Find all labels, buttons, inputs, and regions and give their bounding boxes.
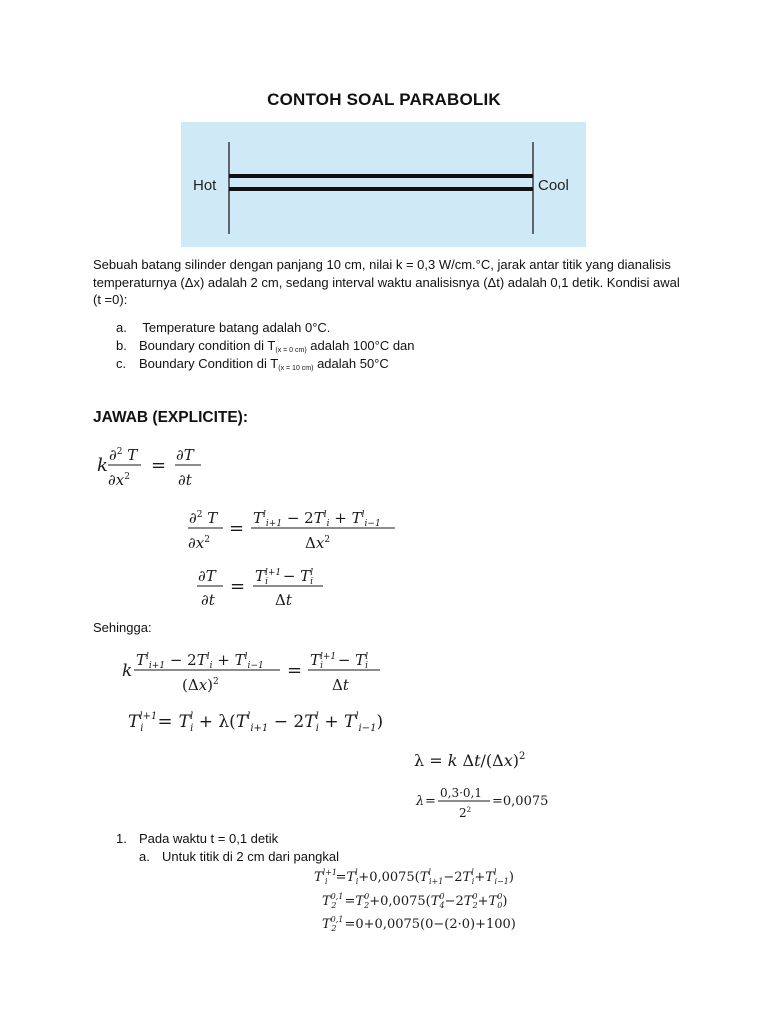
second-derivative-svg <box>187 503 402 555</box>
page-title: CONTOH SOAL PARABOLIK <box>267 90 501 109</box>
svg-text:=: = <box>287 660 303 681</box>
svg-text:∂2 T: ∂$^2$ T <box>189 509 218 527</box>
heat-equation <box>95 440 215 496</box>
step-text: Pada waktu t = 0,1 detik <box>139 831 279 846</box>
lambda-definition-svg <box>412 745 572 775</box>
hot-label: Hot <box>193 177 217 194</box>
svg-text:∂t: ∂t <box>178 471 192 489</box>
svg-text:∂t: ∂t <box>201 591 215 609</box>
svg-text:Δt: Δt <box>332 676 349 694</box>
svg-text:22: $2^2$ <box>459 806 472 820</box>
time-derivative-equation <box>195 562 330 616</box>
problem-statement: Sebuah batang silinder dengan panjang 10 cm, nilai k = 0,3 W/cm.°C, jarak antar titik yang dianalisis temperaturnya (Δx) adalah 2 cm, sedang interval waktu analisisnya (Δt) adalah 0,1 detik. Kondisi awal (t =0): <box>93 257 680 307</box>
time-derivative-svg <box>195 562 330 612</box>
step-1 <box>116 831 278 846</box>
svg-text:λ: λ <box>416 794 425 809</box>
step-marker: 1. <box>116 831 127 846</box>
condition-b <box>116 338 415 354</box>
svg-text:=: = <box>425 794 436 809</box>
svg-text:Δx2: $\Delta x^2$ <box>305 534 331 552</box>
condition-subscript: (x = 10 cm) <box>278 365 314 372</box>
second-derivative-equation <box>187 503 402 559</box>
list-marker: a. <box>116 320 127 335</box>
list-marker: c. <box>116 356 127 371</box>
sehingga-label: Sehingga: <box>93 620 152 635</box>
condition-subscript: (x = 0 cm) <box>275 347 307 354</box>
condition-text: Boundary condition di T <box>139 338 276 353</box>
svg-text:T0,12=T02+0,0075(T04−2T02+T00): T$^{0,1}$ $2 =T^0$ $2+0,0075(T^0$ $4-2T^0$ $2+T^0$ 0) <box>322 892 508 910</box>
lambda-definition <box>412 745 572 779</box>
step-equation-numeric <box>320 911 540 939</box>
step-equation-substituted-svg <box>320 888 540 912</box>
answer-heading: JAWAB (EXPLICITE): <box>93 409 249 426</box>
svg-text:λ = k Δt/(Δx)2: λ = k $\Delta t/(\Delta x)^2$ <box>414 751 526 770</box>
step-text: Untuk titik di 2 cm dari pangkal <box>162 849 340 864</box>
svg-text:∂x2: $\partial x^2$ <box>188 534 210 552</box>
condition-text: Boundary Condition di T <box>139 356 279 371</box>
rod-top-edge <box>229 174 533 178</box>
lambda-value-svg <box>414 782 564 824</box>
svg-text:Δt: Δt <box>275 591 292 609</box>
combined-equation-svg <box>120 645 390 697</box>
cool-label: Cool <box>538 177 569 194</box>
svg-text:=: = <box>151 455 167 476</box>
condition-a <box>116 320 330 335</box>
step-1a <box>139 849 339 864</box>
svg-text:Tli+1 − 2Tli + Tli−1: $T^l_{i+1} - 2T^l_i + T^l_{i-1}$ <box>136 651 264 671</box>
svg-text:∂2 T: ∂$^2$ T <box>109 446 138 464</box>
condition-text-end: adalah 50°C <box>313 356 389 371</box>
svg-text:T0,12=0+0,0075(0−(2·0)+100): T$^{0,1}$ 2 =0+0,0075(0−(2·0)+100) <box>322 915 516 933</box>
step-marker: a. <box>139 849 150 864</box>
svg-text:k: k <box>97 455 108 476</box>
svg-text:k: k <box>122 661 133 681</box>
svg-text:Tl+1i=Tli + λ(Tli+1 − 2Tli + T: $T^{l+1}$ $i = T^l$ $i + \lambda(T^l_{i+1} - 2T^l$ $i + T^l_{i-1}$) <box>128 711 384 734</box>
svg-text:Tl+1i − Tli: $T^{l+1}$ $i - T^l$ i <box>310 651 369 671</box>
combined-equation <box>120 645 390 701</box>
svg-text:Tl+1i=Tli+0,0075(Tli+1−2Tli+Tl: $T^{l+1}$ $i =T^l$ $i+0,0075(T^l$ $i+1-2T^l$ $i+T^l$ i−1) <box>314 868 514 886</box>
svg-text:∂x2: $\partial x^2$ <box>108 471 130 489</box>
svg-text:Tl+1i − Tli: $T^{l+1}$ $i - T^l$ i <box>255 567 314 587</box>
rod-diagram <box>181 122 586 247</box>
lambda-value <box>414 782 564 828</box>
svg-text:=: = <box>230 576 246 597</box>
condition-text: Temperature batang adalah 0°C. <box>139 320 331 335</box>
svg-text:∂T: ∂T <box>176 446 194 464</box>
condition-text-end: adalah 100°C dan <box>306 338 415 353</box>
heat-equation-svg <box>95 440 215 492</box>
step-equation-general-svg <box>312 864 542 888</box>
rod-bottom-edge <box>229 187 533 191</box>
lambda-result: =0,0075 <box>492 794 549 809</box>
svg-text:=: = <box>229 518 245 539</box>
svg-text:∂T: ∂T <box>198 567 216 585</box>
explicit-update-svg <box>126 703 416 741</box>
list-marker: b. <box>116 338 127 353</box>
svg-text:(Δx)2: $(\Delta x)^2$ <box>182 676 219 694</box>
rod-diagram-svg <box>181 122 586 247</box>
svg-text:0,3·0,1: 0,3·0,1 <box>440 786 482 800</box>
step-equation-numeric-svg <box>320 911 540 935</box>
condition-c <box>116 356 389 372</box>
svg-text:Tli+1 − 2Tli + Tli−1: $T^l_{i+1} - 2T^l_i + T^l_{i-1}$ <box>253 509 381 529</box>
explicit-update-equation <box>126 703 416 745</box>
